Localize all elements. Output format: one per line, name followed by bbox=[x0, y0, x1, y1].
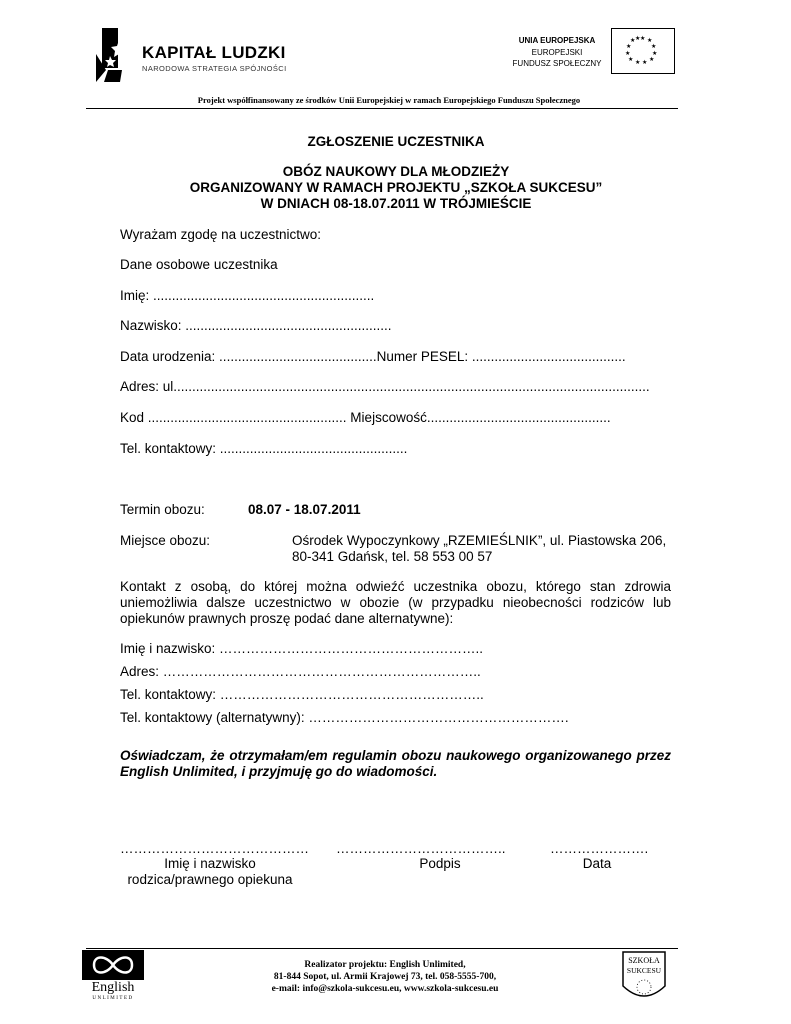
svg-text:★: ★ bbox=[642, 59, 648, 66]
form-title: ZGŁOSZENIE UCZESTNIKA bbox=[307, 134, 485, 149]
stamp-line-1: SZKOŁA bbox=[628, 956, 660, 965]
signature-label-sign: Podpis bbox=[419, 856, 461, 871]
signature-label-date: Data bbox=[582, 856, 612, 871]
name-field: Imię: ........................................................... bbox=[120, 288, 375, 303]
camp-place-line-1: Ośrodek Wypoczynkowy „RZEMIEŚLNIK”, ul. Piastowska 206, bbox=[292, 533, 667, 548]
contact-phone-field: Tel. kontaktowy: ………………………………………………….. bbox=[120, 687, 484, 702]
stamp-line-2: SUKCESU bbox=[626, 966, 662, 975]
infinity-icon bbox=[82, 950, 144, 980]
svg-text:★: ★ bbox=[651, 43, 657, 50]
contact-intro: Kontakt z osobą, do której można odwieźć uczestnika obozu, którego stan zdrowia uniemożliwia dalsze uczestnictwo w obozie (w przypadku nieobecności rodziców lub opiekunów prawnych proszę podać dane alternatywne): bbox=[120, 579, 671, 626]
contact-address-field: Adres: …………………………………………………………….. bbox=[120, 664, 481, 679]
signature-line-date: …………………. bbox=[550, 841, 649, 856]
footer-divider bbox=[86, 948, 678, 949]
consent-text: Wyrażam zgodę na uczestnictwo: bbox=[120, 227, 321, 242]
header-divider bbox=[86, 108, 678, 109]
svg-text:★: ★ bbox=[640, 35, 646, 42]
subtitle-line-3: W DNIACH 08-18.07.2011 W TRÓJMIEŚCIE bbox=[260, 196, 532, 211]
declaration: Oświadczam, że otrzymałam/em regulamin obozu naukowego organizowanego przez English Unlimited, i przyjmuję go do wiadomości. bbox=[120, 748, 671, 779]
signature-line-parent: …………………………………… bbox=[120, 841, 309, 856]
eu-line-2: EUROPEJSKI bbox=[531, 48, 583, 57]
signature-label-parent-2: rodzica/prawnego opiekuna bbox=[127, 872, 293, 887]
english-unlimited-logo bbox=[82, 950, 144, 1002]
eu-line-3: FUNDUSZ SPOŁECZNY bbox=[512, 59, 602, 68]
kl-subtitle: NARODOWA STRATEGIA SPÓJNOŚCI bbox=[142, 64, 287, 73]
phone-field: Tel. kontaktowy: .................................................. bbox=[120, 441, 408, 456]
kapital-ludzki-emblem-icon bbox=[92, 26, 140, 84]
signature-line-sign: ……………………………….. bbox=[336, 841, 506, 856]
surname-field: Nazwisko: ....................................................... bbox=[120, 318, 392, 333]
cofinance-note: Projekt współfinansowany ze środków Unii Europejskiej w ramach Europejskiego Funduszu Społecznego bbox=[197, 95, 581, 105]
kapital-ludzki-logo bbox=[92, 26, 292, 86]
camp-term-value: 08.07 - 18.07.2011 bbox=[248, 502, 361, 517]
svg-text:★: ★ bbox=[647, 37, 653, 44]
kl-title: KAPITAŁ LUDZKI bbox=[142, 43, 286, 62]
signature-label-parent-1: Imię i nazwisko bbox=[164, 856, 256, 871]
svg-text:★: ★ bbox=[652, 50, 658, 57]
subtitle-line-1: OBÓZ NAUKOWY DLA MŁODZIEŻY bbox=[282, 164, 510, 179]
birth-pesel-field: Data urodzenia: ..........................................Numer PESEL: ......................................... bbox=[120, 349, 626, 364]
contact-name-field: Imię i nazwisko: ………………………………………………….. bbox=[120, 641, 484, 656]
unlimited-logo-text: UNLIMITED bbox=[92, 996, 134, 1001]
eu-logo-block bbox=[503, 28, 675, 76]
camp-term-label: Termin obozu: bbox=[120, 502, 205, 517]
svg-text:★: ★ bbox=[630, 37, 636, 44]
svg-text:★: ★ bbox=[649, 56, 655, 63]
szkola-sukcesu-stamp bbox=[619, 950, 669, 1004]
footer-line-2: 81-844 Sopot, ul. Armii Krajowej 73, tel. 058-5555-700, bbox=[273, 972, 497, 982]
camp-place-label: Miejsce obozu: bbox=[120, 533, 211, 548]
footer-line-1: Realizator projektu: English Unlimited, bbox=[304, 960, 466, 970]
personal-data-heading: Dane osobowe uczestnika bbox=[120, 257, 278, 272]
subtitle-line-2: ORGANIZOWANY W RAMACH PROJEKTU „SZKOŁA SUKCESU” bbox=[189, 180, 603, 195]
svg-text:★: ★ bbox=[635, 35, 641, 42]
postal-city-field: Kod ..................................................... Miejscowość................................................. bbox=[120, 410, 611, 425]
eu-line-1: UNIA EUROPEJSKA bbox=[518, 36, 596, 45]
svg-text:★: ★ bbox=[635, 59, 641, 66]
svg-text:★: ★ bbox=[626, 43, 632, 50]
contact-phone-alt-field: Tel. kontaktowy (alternatywny): …………………………………………………. bbox=[120, 710, 569, 725]
eu-flag-icon bbox=[611, 28, 675, 74]
svg-text:★: ★ bbox=[628, 56, 634, 63]
address-field: Adres: ul............................................................................................................................... bbox=[120, 379, 650, 394]
svg-text:★: ★ bbox=[625, 50, 631, 57]
footer-line-3: e-mail: info@szkola-sukcesu.eu, www.szkola-sukcesu.eu bbox=[271, 984, 499, 994]
camp-place-line-2: 80-341 Gdańsk, tel. 58 553 00 57 bbox=[292, 549, 493, 564]
english-logo-text: English bbox=[91, 980, 135, 995]
